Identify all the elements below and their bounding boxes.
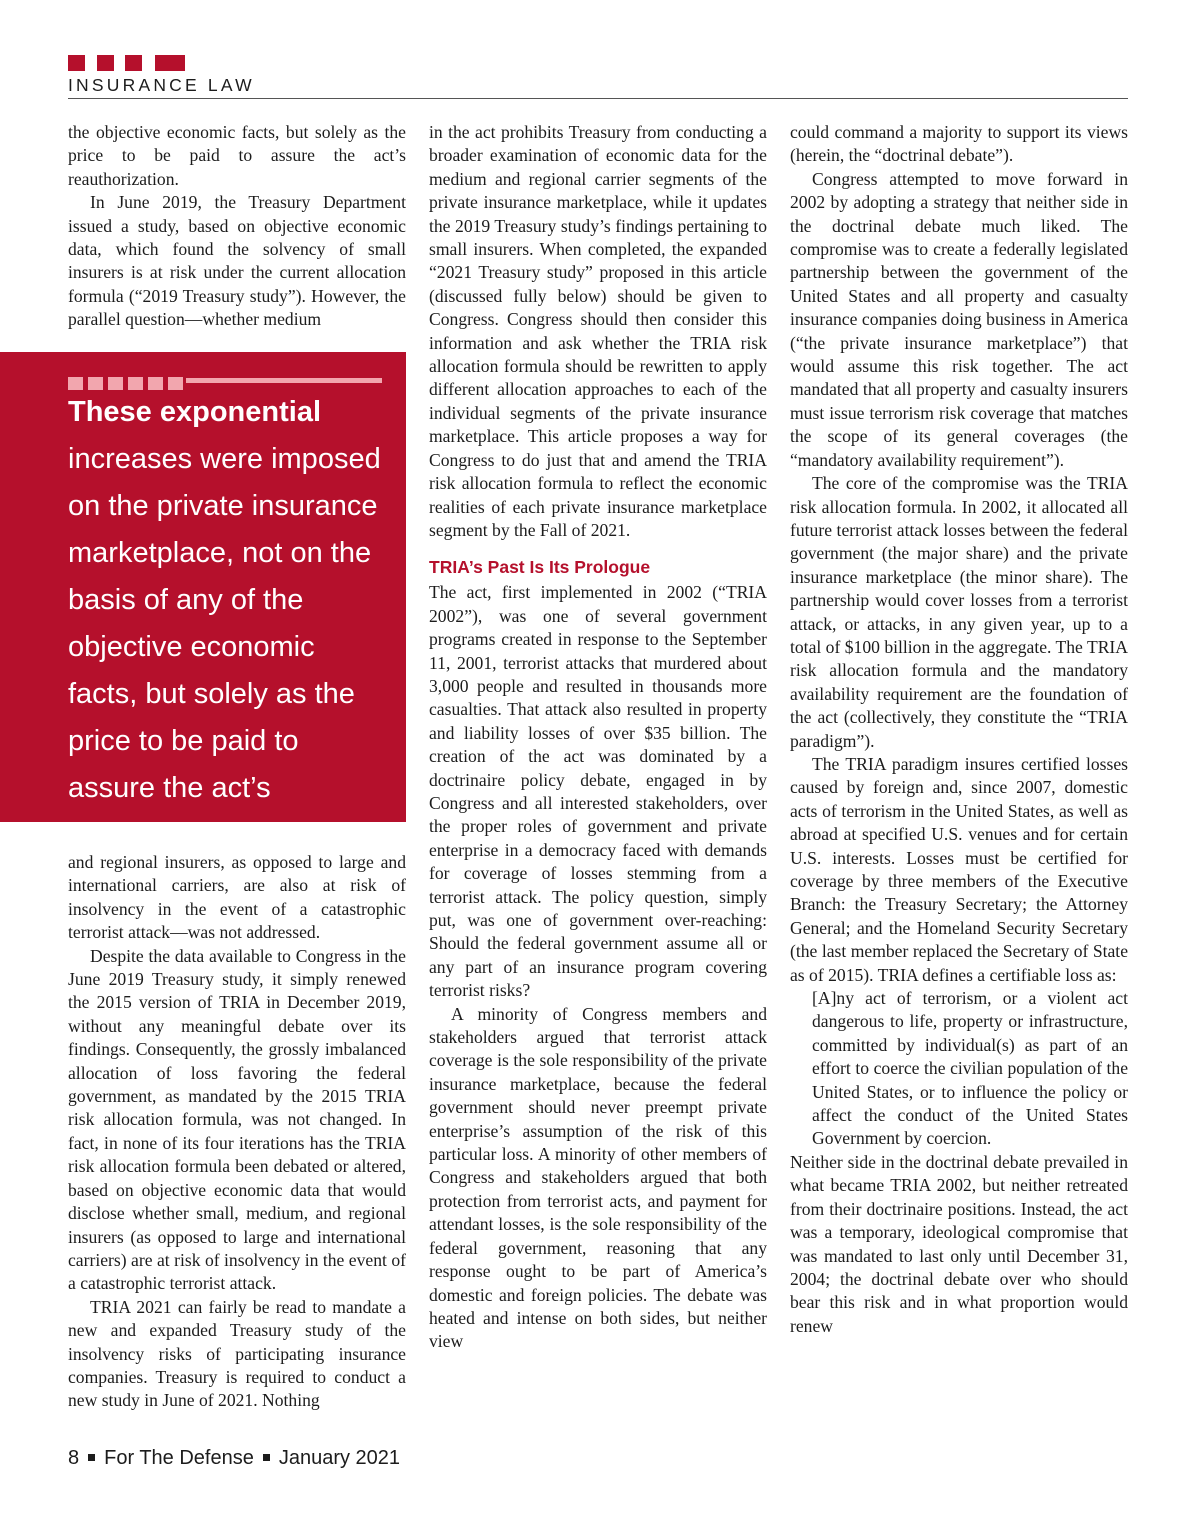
column-1-top: [68, 121, 406, 332]
bullet-separator: [263, 1454, 270, 1461]
paragraph: The TRIA paradigm insures certified losses caused by foreign and, since 2007, domestic acts of terrorism in the United States, as well as abroad at specified U.S. venues and for certain U.S. interests. Losses must be certified for coverage by three members of the Executive Branch: the Treasury Secretary; the Attorney General; and the Homeland Security Secretary (the last member replaced the Secretary of State as of 2015). TRIA defines a certifiable loss as:: [790, 753, 1128, 985]
paragraph: A minority of Congress members and stakeholders argued that terrorist attack coverage is the sole responsibility of the private insurance marketplace, because the federal government should never preempt private enterprise’s assumption of the risk of this particular loss. A minority of other members of Congress and stakeholders argued that both protection from terrorist acts, and payment for attendant losses, is the sole responsibility of the federal government, reasoning that any response ought to be part of America’s domestic and foreign policies. The debate was heated and intense on both sides, but neither view: [429, 1003, 767, 1352]
paragraph: could command a majority to support its views (herein, the “doctrinal debate”).: [790, 122, 1128, 166]
paragraph: TRIA 2021 can fairly be read to mandate a new and expanded Treasury study of the insolvency risks of participating insurance companies. Treasury is required to conduct a new study in June of 2021. Nothing: [68, 1296, 406, 1411]
header-square: [168, 55, 185, 71]
paragraph: Congress attempted to move forward in 2002 by adopting a strategy that neither side in the doctrinal debate much liked. The compromise was to create a federally legislated partnership between the government of the United States and all property and casualty insurance companies doing business in America (“the private insurance marketplace”) that would assume this risk together. The act mandated that all property and casualty insurers must issue terrorism risk coverage that matches the scope of its general coverages (the “mandatory availability requirement”).: [790, 168, 1128, 470]
paragraph: the objective economic facts, but solely as the price to be paid to assure the act’s reauthorization.: [68, 122, 406, 189]
issue-date: January 2021: [278, 1447, 401, 1469]
pull-quote-text: [68, 389, 388, 859]
paragraph: in the act prohibits Treasury from conducting a broader examination of economic data for the medium and regional carrier segments of the private insurance marketplace, while it updates the 2019 Treasury study’s findings pertaining to small insurers. When completed, the expanded “2021 Treasury study” proposed in this article (discussed fully below) should be given to Congress. Congress should then consider this information and ask whether the TRIA risk allocation formula should be rewritten to apply different allocation approaches to each of the individual segments of the private insurance marketplace. This article proposes a way for Congress to do just that and amend the TRIA risk allocation formula to reflect the economic realities of each private insurance marketplace segment by the Fall of 2021.: [429, 122, 767, 540]
header-square: [97, 55, 114, 71]
pull-quote-rule: [186, 378, 382, 383]
column-1-bottom: [68, 851, 406, 1413]
paragraph: Neither side in the doctrinal debate prevailed in what became TRIA 2002, but neither retreated from their doctrinaire positions. Instead, the act was a temporary, ideological compromise that was mandated to last only until December 31, 2004; the doctrinal debate over who should bear this risk and in what proportion would renew: [790, 1151, 1128, 1336]
header-rule: [68, 98, 1128, 99]
paragraph: In June 2019, the Treasury Department issued a study, based on objective economic data, which found the solvency of small insurers is at risk under the current allocation formula (“2019 Treasury study”). However, the parallel question—whether medium: [68, 192, 406, 330]
paragraph: The core of the compromise was the TRIA risk allocation formula. In 2002, it allocated all future terrorist attack losses between the federal government (the major share) and the private insurance marketplace (the minor share). The partnership would cover losses from a terrorist attack, or attacks, in any given year, up to a total of $100 billion in the aggregate. The TRIA risk allocation formula and the mandatory availability requirement are the foundation of the act (collectively, they constitute the “TRIA paradigm”).: [790, 473, 1128, 751]
section-header: INSURANCE LAW: [68, 75, 255, 95]
header-square: [68, 55, 85, 71]
paragraph: and regional insurers, as opposed to large and international carriers, are also at risk of insolvency in the event of a catastrophic terrorist attack—was not addressed.: [68, 852, 406, 943]
paragraph: Despite the data available to Congress in the June 2019 Treasury study, it simply renewed the 2015 version of TRIA in December 2019, without any meaningful debate over its findings. Consequently, the grossly imbalanced allocation of loss favoring the federal government, as mandated by the 2015 TRIA risk allocation formula, was not changed. In fact, in none of its four iterations has the TRIA risk allocation formula been debated or altered, based on objective economic data that would disclose whether small, medium, and regional insurers (as opposed to large and international carriers) are at risk of insolvency in the event of a catastrophic terrorist attack.: [68, 945, 406, 1294]
pull-quote: [0, 352, 406, 851]
column-3: [790, 121, 1128, 1338]
page-number: 8: [68, 1447, 80, 1469]
paragraph: The act, first implemented in 2002 (“TRIA 2002”), was one of several government programs created in response to the September 11, 2001, terrorist attacks that murdered about 3,000 people and resulted in thousands more casualties. That attack also resulted in property and liability losses of over $35 billion. The creation of the act was dominated by a doctrinaire policy debate, engaged in by Congress and all interested stakeholders, over the proper roles of government and private enterprise in a democracy faced with demands for coverage of losses stemming from a terrorist attack. The policy question, simply put, was one of government over-reaching: Should the federal government assume all or any part of an insurance program covering terrorist risks?: [429, 582, 767, 1001]
page-footer: [68, 1447, 400, 1470]
block-quote: [A]ny act of terrorism, or a violent act dangerous to life, property or infrastructure, committed by individual(s) as part of an effort to coerce the civilian population of the United States, or to influence the policy or affect the conduct of the United States Government by coercion.: [812, 988, 1128, 1149]
header-square: [125, 55, 142, 71]
pull-quote-lead: These exponential: [68, 396, 322, 428]
section-heading: TRIA’s Past Is Its Prologue: [429, 557, 651, 578]
publication-name: For The Defense: [104, 1447, 254, 1469]
bullet-separator: [88, 1454, 95, 1461]
pull-quote-rest: increases were imposed on the private insurance marketplace, not on the basis of any of the objective economic facts, but solely as the price to be paid to assure the act’s reauthorization.: [68, 443, 381, 851]
column-2: [429, 121, 767, 1354]
